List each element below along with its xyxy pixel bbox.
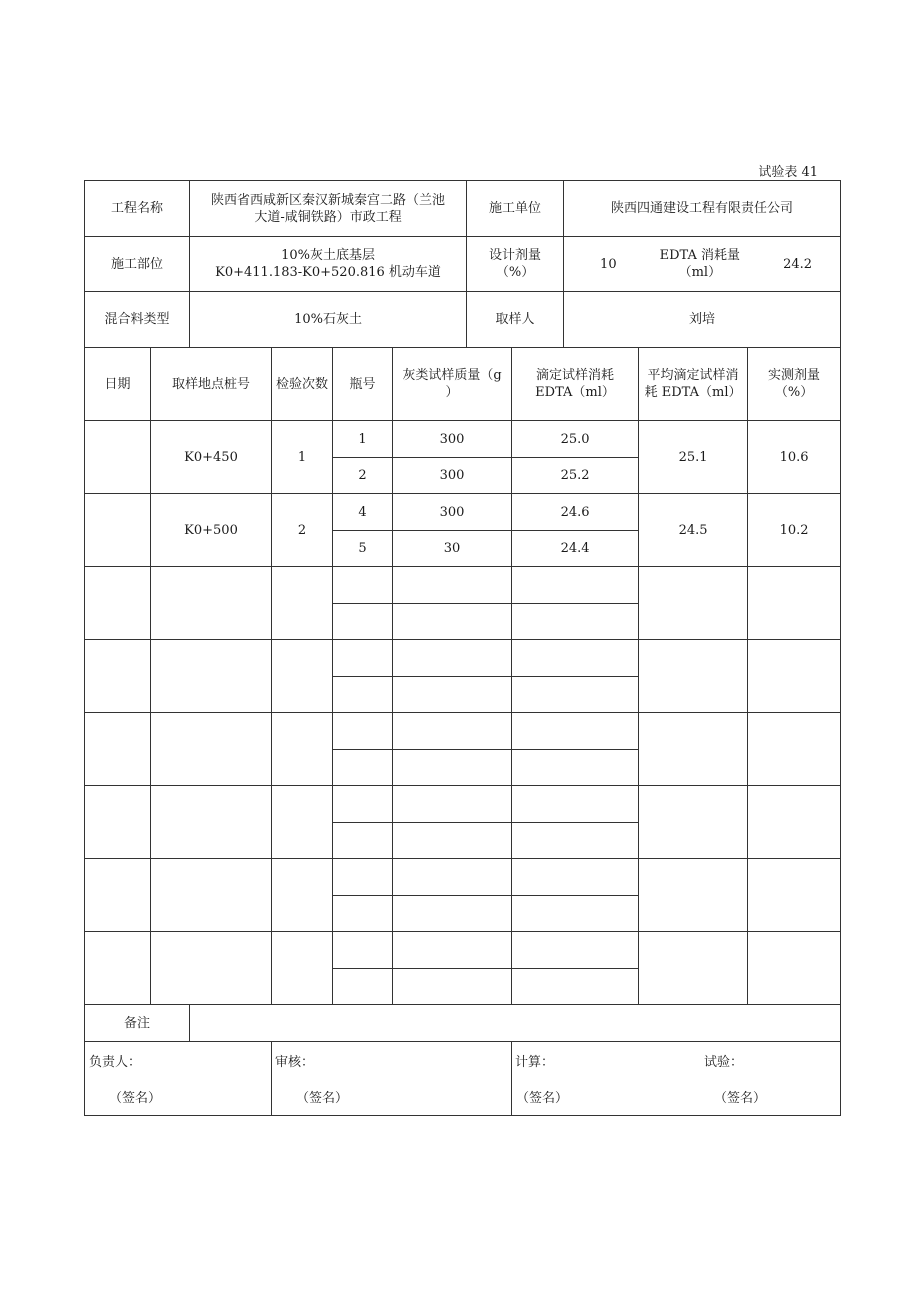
record-station[interactable]: [151, 786, 272, 859]
record-avg-titration[interactable]: [639, 640, 748, 713]
record-titration[interactable]: [512, 896, 639, 932]
record-date[interactable]: [85, 567, 151, 640]
record-bottle[interactable]: [333, 969, 393, 1005]
responsible-sign-hint: （签名）: [109, 1091, 162, 1106]
record-bottle[interactable]: [333, 896, 393, 932]
record-bottle: 5: [333, 531, 393, 567]
edta-consumption-label: EDTA 消耗量 （ml）: [659, 248, 741, 280]
record-avg-titration[interactable]: [639, 786, 748, 859]
record-test-count[interactable]: [272, 932, 333, 1005]
record-date[interactable]: [85, 932, 151, 1005]
record-avg-titration: 25.1: [639, 421, 748, 494]
signature-reviewer-cell[interactable]: [272, 1042, 512, 1116]
col-station: 取样地点桩号: [151, 348, 272, 421]
record-date[interactable]: [85, 786, 151, 859]
record-bottle[interactable]: [333, 750, 393, 786]
mix-row: [85, 292, 841, 348]
edta-test-record-table: [84, 180, 841, 1116]
record-measured-dose[interactable]: [748, 859, 841, 932]
record-row: [85, 786, 841, 823]
record-titration[interactable]: [512, 932, 639, 969]
location-row: [85, 237, 841, 292]
reviewer-sign-hint: （签名）: [296, 1091, 349, 1106]
design-dose-block: [564, 237, 841, 292]
record-sample-mass[interactable]: [393, 896, 512, 932]
record-sample-mass: 30: [393, 531, 512, 567]
responsible-label: 负责人：: [89, 1055, 142, 1070]
record-avg-titration[interactable]: [639, 713, 748, 786]
record-measured-dose: 10.2: [748, 494, 841, 567]
record-date[interactable]: [85, 713, 151, 786]
reviewer-label: 审核：: [275, 1055, 315, 1070]
record-bottle[interactable]: [333, 932, 393, 969]
record-avg-titration[interactable]: [639, 567, 748, 640]
column-header-row: [85, 348, 841, 421]
record-measured-dose: 10.6: [748, 421, 841, 494]
record-sample-mass[interactable]: [393, 713, 512, 750]
record-row: [85, 421, 841, 458]
record-avg-titration: 24.5: [639, 494, 748, 567]
record-bottle[interactable]: [333, 604, 393, 640]
mix-type-label: 混合料类型: [85, 292, 190, 348]
record-measured-dose[interactable]: [748, 932, 841, 1005]
record-bottle[interactable]: [333, 823, 393, 859]
record-station[interactable]: [151, 932, 272, 1005]
record-titration[interactable]: [512, 713, 639, 750]
col-bottle: 瓶号: [333, 348, 393, 421]
project-row: [85, 181, 841, 237]
record-sample-mass: 300: [393, 458, 512, 494]
record-titration[interactable]: [512, 859, 639, 896]
record-station: K0+500: [151, 494, 272, 567]
record-bottle[interactable]: [333, 859, 393, 896]
sampler-label: 取样人: [467, 292, 564, 348]
record-titration: 24.4: [512, 531, 639, 567]
record-sample-mass[interactable]: [393, 969, 512, 1005]
record-sample-mass[interactable]: [393, 567, 512, 604]
record-avg-titration[interactable]: [639, 859, 748, 932]
design-dose-label: 设计剂量 （%）: [467, 237, 564, 292]
record-date: [85, 421, 151, 494]
record-bottle: 2: [333, 458, 393, 494]
record-row: [85, 494, 841, 531]
record-titration[interactable]: [512, 750, 639, 786]
edta-consumption-value: 24.2: [783, 256, 813, 272]
record-bottle[interactable]: [333, 713, 393, 750]
record-titration: 24.6: [512, 494, 639, 531]
col-measured-dose: 实测剂量 （%）: [748, 348, 841, 421]
record-row: [85, 713, 841, 750]
record-titration[interactable]: [512, 969, 639, 1005]
record-sample-mass[interactable]: [393, 859, 512, 896]
record-date: [85, 494, 151, 567]
location-label: 施工部位: [85, 237, 190, 292]
col-test-count: 检验次数: [272, 348, 333, 421]
location-value: 10%灰土底基层 K0+411.183-K0+520.816 机动车道: [190, 237, 467, 292]
record-titration[interactable]: [512, 640, 639, 677]
signature-responsible-cell[interactable]: [85, 1042, 272, 1116]
col-sample-mass: 灰类试样质量（g ）: [393, 348, 512, 421]
signature-calc-test-cell[interactable]: [512, 1042, 841, 1116]
record-titration[interactable]: [512, 786, 639, 823]
calculator-sign-hint: （签名）: [516, 1091, 569, 1106]
calculator-label: 计算：: [515, 1055, 555, 1070]
record-bottle[interactable]: [333, 640, 393, 677]
record-row: [85, 567, 841, 604]
mix-type-value: 10%石灰土: [190, 292, 467, 348]
record-date[interactable]: [85, 640, 151, 713]
record-bottle: 1: [333, 421, 393, 458]
record-titration[interactable]: [512, 677, 639, 713]
record-measured-dose[interactable]: [748, 567, 841, 640]
contractor-value: 陕西四通建设工程有限责任公司: [564, 181, 841, 237]
record-sample-mass[interactable]: [393, 750, 512, 786]
record-titration[interactable]: [512, 604, 639, 640]
record-titration: 25.0: [512, 421, 639, 458]
record-row: [85, 859, 841, 896]
record-row: [85, 640, 841, 677]
record-date[interactable]: [85, 859, 151, 932]
record-sample-mass[interactable]: [393, 932, 512, 969]
record-sample-mass[interactable]: [393, 604, 512, 640]
record-row: [85, 932, 841, 969]
sampler-value: 刘培: [564, 292, 841, 348]
record-station: K0+450: [151, 421, 272, 494]
record-titration[interactable]: [512, 567, 639, 604]
record-sample-mass[interactable]: [393, 823, 512, 859]
record-measured-dose[interactable]: [748, 640, 841, 713]
record-titration[interactable]: [512, 823, 639, 859]
record-titration: 25.2: [512, 458, 639, 494]
record-sample-mass: 300: [393, 494, 512, 531]
remarks-label: 备注: [85, 1005, 190, 1042]
signature-row: [85, 1042, 841, 1116]
record-sample-mass[interactable]: [393, 677, 512, 713]
col-titration: 滴定试样消耗 EDTA（ml）: [512, 348, 639, 421]
record-test-count[interactable]: [272, 713, 333, 786]
record-station[interactable]: [151, 640, 272, 713]
record-avg-titration[interactable]: [639, 932, 748, 1005]
remarks-row: [85, 1005, 841, 1042]
record-sample-mass: 300: [393, 421, 512, 458]
record-measured-dose[interactable]: [748, 786, 841, 859]
form-number: 试验表 41: [758, 165, 818, 180]
record-bottle[interactable]: [333, 567, 393, 604]
remarks-value[interactable]: [190, 1005, 841, 1042]
col-date: 日期: [85, 348, 151, 421]
record-station[interactable]: [151, 859, 272, 932]
record-station[interactable]: [151, 713, 272, 786]
record-test-count: 2: [272, 494, 333, 567]
record-test-count[interactable]: [272, 786, 333, 859]
tester-label: 试验：: [704, 1055, 744, 1070]
project-name-value: 陕西省西咸新区秦汉新城秦宫二路（兰池 大道-咸铜铁路）市政工程: [190, 181, 467, 237]
record-sample-mass[interactable]: [393, 786, 512, 823]
record-bottle: 4: [333, 494, 393, 531]
record-measured-dose[interactable]: [748, 713, 841, 786]
record-test-count[interactable]: [272, 640, 333, 713]
tester-sign-hint: （签名）: [714, 1091, 767, 1106]
record-test-count[interactable]: [272, 567, 333, 640]
record-sample-mass[interactable]: [393, 640, 512, 677]
record-test-count: 1: [272, 421, 333, 494]
design-dose-value: 10: [600, 256, 617, 272]
record-bottle[interactable]: [333, 677, 393, 713]
contractor-label: 施工单位: [467, 181, 564, 237]
col-avg-titration: 平均滴定试样消 耗 EDTA（ml）: [639, 348, 748, 421]
record-bottle[interactable]: [333, 786, 393, 823]
record-station[interactable]: [151, 567, 272, 640]
project-name-label: 工程名称: [85, 181, 190, 237]
record-test-count[interactable]: [272, 859, 333, 932]
